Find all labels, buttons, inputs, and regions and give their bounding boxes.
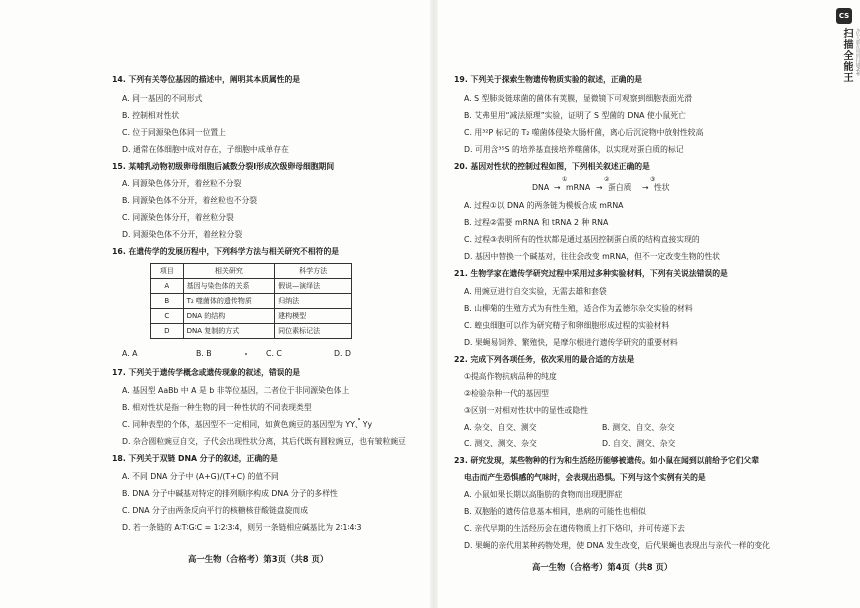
- gene-expression-diagram: [532, 176, 722, 196]
- q16-header-method: 科学方法: [275, 264, 352, 279]
- q16-table-header: [151, 264, 352, 279]
- right-page-footer: 高一生物（合格考）第4页（共8 页）: [532, 562, 673, 572]
- table-cell: C: [151, 309, 184, 324]
- q23-stem-line1: 23. 研究发现，某些物种的行为和生活经历能够被遗传。如小鼠在闻到以前给予它们父辈: [454, 456, 760, 465]
- camscanner-subtitle: 3亿人都在用的扫描App: [855, 28, 860, 76]
- camscanner-title: 扫描全能王: [841, 28, 852, 83]
- q18-option-a: A. 不同 DNA 分子中 (A+G)/(T+C) 的值不同: [122, 472, 279, 481]
- diagram-dna: DNA: [532, 183, 550, 192]
- q21-option-d: D. 果蝇易饲养、繁殖快，是摩尔根进行遗传学研究的重要材料: [464, 338, 678, 347]
- table-cell: DNA 的结构: [183, 309, 275, 324]
- q21-option-b: B. 山柳菊的生殖方式为有性生殖，适合作为孟德尔杂交实验的材料: [464, 304, 693, 313]
- q17-option-c: C. 同种表型的个体，基因型不一定相同，如黄色豌豆的基因型为 YY、Yy: [122, 420, 373, 429]
- left-page: [0, 0, 426, 608]
- q22-option-c: C. 测交、测交、杂交: [464, 439, 537, 448]
- q15-option-d: D. 同源染色体不分开，着丝粒分裂: [122, 230, 243, 239]
- scan-speck: [358, 418, 360, 420]
- q20-stem: 20. 基因对性状的控制过程如图，下列相关叙述正确的是: [454, 162, 650, 171]
- table-cell: T₂ 噬菌体的遗传物质: [183, 294, 275, 309]
- diagram-protein: 蛋白质: [608, 183, 632, 192]
- q16-option-b: B. B: [196, 349, 212, 358]
- q18-option-d: D. 若一条链的 A∶T∶G∶C = 1∶2∶3∶4，则另一条链相应碱基比为 2∶1∶4∶3: [122, 523, 362, 532]
- camscanner-logo: CS: [836, 8, 852, 24]
- q22-item-2: ②检验杂种一代的基因型: [464, 389, 549, 398]
- q23-option-a: A. 小鼠如果长期以高脂肪的食物而出现肥胖症: [464, 490, 623, 499]
- q23-option-b: B. 双胞胎的遗传信息基本相同，患病的可能性也相似: [464, 507, 646, 516]
- table-row: [151, 294, 352, 309]
- q22-option-b: B. 测交、自交、杂交: [602, 423, 675, 432]
- q15-option-c: C. 同源染色体分开，着丝粒分裂: [122, 213, 234, 222]
- q18-option-c: C. DNA 分子由两条反向平行的核糖核苷酸链盘旋而成: [122, 506, 308, 515]
- q14-option-a: A. 同一基因的不同形式: [122, 94, 203, 103]
- q18-option-b: B. DNA 分子中碱基对特定的排列顺序构成 DNA 分子的多样性: [122, 489, 338, 498]
- table-row: [151, 324, 352, 339]
- table-cell: 归纳法: [275, 294, 352, 309]
- q22-option-d: D. 自交、测交、杂交: [602, 439, 676, 448]
- q14-stem: 14. 下列有关等位基因的描述中，阐明其本质属性的是: [112, 75, 301, 84]
- page-fold: [430, 0, 438, 608]
- scan-speck: [245, 353, 247, 355]
- q19-option-a: A. S 型肺炎链球菌的菌体有荚膜，显微镜下可观察到细胞表面光滑: [464, 94, 693, 103]
- table-cell: 基因与染色体的关系: [183, 279, 275, 294]
- q22-option-a: A. 杂交、自交、测交: [464, 423, 537, 432]
- table-cell: D: [151, 324, 184, 339]
- table-cell: 同位素标记法: [275, 324, 352, 339]
- q15-stem: 15. 某哺乳动物初级卵母细胞后减数分裂Ⅰ形成次级卵母细胞期间: [112, 162, 335, 171]
- right-page: [440, 0, 828, 608]
- q19-option-d: D. 可用含³⁵S 的培养基直接培养噬菌体，以实现对蛋白质的标记: [464, 145, 684, 154]
- q14-option-d: D. 通常在体细胞中成对存在，子细胞中成单存在: [122, 145, 289, 154]
- left-page-footer: 高一生物（合格考）第3页（共8 页）: [188, 554, 329, 564]
- q23-option-c: C. 亲代早期的生活经历会在遗传物质上打下烙印，并可传递下去: [464, 524, 685, 533]
- diagram-arrow-2: →: [596, 183, 603, 192]
- diagram-arrow-1: →: [554, 183, 561, 192]
- table-cell: A: [151, 279, 184, 294]
- q22-stem: 22. 完成下列各项任务，依次采用的最合适的方法是: [454, 355, 635, 364]
- q15-option-a: A. 同源染色体分开，着丝粒不分裂: [122, 179, 242, 188]
- q22-item-3: ③区别一对相对性状中的显性或隐性: [464, 406, 588, 415]
- q14-option-b: B. 控制相对性状: [122, 111, 180, 120]
- q17-stem: 17. 下列关于遗传学概念或遗传现象的叙述，错误的是: [112, 368, 301, 377]
- diagram-arrow-3: →: [642, 183, 649, 192]
- table-cell: B: [151, 294, 184, 309]
- table-cell: DNA 复制的方式: [183, 324, 275, 339]
- q16-option-a: A. A: [122, 349, 138, 358]
- q17-option-a: A. 基因型 AaBb 中 A 是 b 非等位基因，二者位于非同源染色体上: [122, 386, 350, 395]
- q16-header-study: 相关研究: [183, 264, 275, 279]
- q23-stem-line2: 电击而产生恐惧感的气味时，会表现出恐惧。下列与这个实例有关的是: [464, 473, 706, 482]
- q22-item-1: ①提高作物抗病品种的纯度: [464, 372, 557, 381]
- diagram-step-1: ①: [562, 176, 568, 183]
- diagram-step-2: ②: [604, 176, 610, 183]
- q19-option-b: B. 艾弗里用“减法原理”实验，证明了 S 型菌的 DNA 使小鼠死亡: [464, 111, 686, 120]
- diagram-step-3: ③: [650, 176, 656, 183]
- q16-option-c: C. C: [266, 349, 282, 358]
- table-row: [151, 309, 352, 324]
- q18-stem: 18. 下列关于双链 DNA 分子的叙述，正确的是: [112, 454, 278, 463]
- table-cell: 假说—演绎法: [275, 279, 352, 294]
- q15-option-b: B. 同源染色体不分开，着丝粒也不分裂: [122, 196, 258, 205]
- q23-option-d: D. 果蝇的亲代用某种药物处理，使 DNA 发生改变，后代果蝇也表现出与亲代一样的变化: [464, 541, 770, 550]
- q19-stem: 19. 下列关于探索生物遗传物质实验的叙述，正确的是: [454, 75, 643, 84]
- diagram-mrna: mRNA: [566, 183, 591, 192]
- table-cell: 建构模型: [275, 309, 352, 324]
- q16-stem: 16. 在遗传学的发展历程中，下列科学方法与相关研究不相符的是: [112, 247, 340, 256]
- q16-header-item: 项目: [151, 264, 184, 279]
- q17-option-d: D. 杂合圆粒豌豆自交，子代会出现性状分离，其后代既有圆粒豌豆，也有皱粒豌豆: [122, 437, 406, 446]
- q20-option-b: B. 过程②需要 mRNA 和 tRNA 2 种 RNA: [464, 218, 609, 227]
- q20-option-c: C. 过程③表明所有的性状都是通过基因控制蛋白质的结构直接实现的: [464, 235, 700, 244]
- q16-option-d: D. D: [334, 349, 351, 358]
- q20-option-d: D. 基因中替换一个碱基对，往往会改变 mRNA，但不一定改变生物的性状: [464, 252, 720, 261]
- q21-option-c: C. 蝗虫细胞可以作为研究精子和卵细胞形成过程的实验材料: [464, 321, 670, 330]
- q21-stem: 21. 生物学家在遗传学研究过程中采用过多种实验材料，下列有关说法错误的是: [454, 269, 728, 278]
- q20-option-a: A. 过程①以 DNA 的两条链为模板合成 mRNA: [464, 201, 624, 210]
- diagram-trait: 性状: [654, 183, 670, 192]
- q21-option-a: A. 用豌豆进行自交实验，无需去雄和套袋: [464, 287, 607, 296]
- q16-table: [150, 263, 352, 339]
- q17-option-b: B. 相对性状是指一种生物的同一种性状的不同表现类型: [122, 403, 312, 412]
- q19-option-c: C. 用³²P 标记的 T₂ 噬菌体侵染大肠杆菌，离心后沉淀物中放射性较高: [464, 128, 704, 137]
- q14-option-c: C. 位于同源染色体同一位置上: [122, 128, 226, 137]
- table-row: [151, 279, 352, 294]
